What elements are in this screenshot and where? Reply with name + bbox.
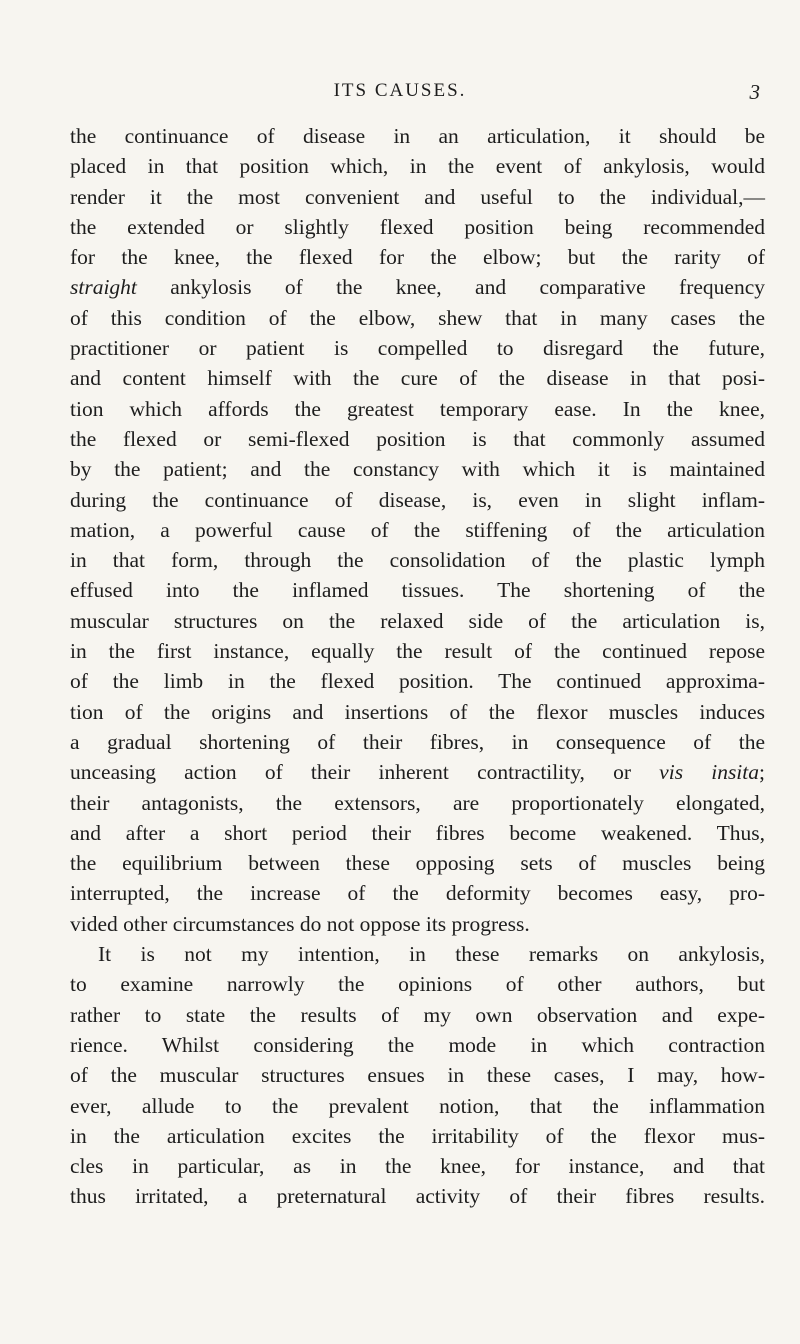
page-number: 3 xyxy=(749,80,760,104)
text-line: tion which affords the greatest temporary ease. In the knee, xyxy=(70,396,765,421)
running-title: ITS CAUSES. xyxy=(333,80,467,101)
text-line: effused into the inflamed tissues. The shortening of the xyxy=(70,578,765,603)
body-text xyxy=(70,121,765,1212)
text-line: thus irritated, a preternatural activity of their fibres results. xyxy=(70,1184,765,1209)
text-line: muscular structures on the relaxed side of the articulation is, xyxy=(70,608,765,633)
text-line: by the patient; and the constancy with which it is maintained xyxy=(70,457,765,482)
text-line: a gradual shortening of their fibres, in consequence of the xyxy=(70,729,765,754)
text-line: in the articulation excites the irritability of the flexor mus- xyxy=(70,1123,765,1148)
text-line: unceasing action of their inherent contractility, or vis insita; xyxy=(70,760,765,785)
text-line: of this condition of the elbow, shew that in many cases the xyxy=(70,305,765,330)
text-line: in that form, through the consolidation of the plastic lymph xyxy=(70,548,765,573)
text-line: tion of the origins and insertions of the flexor muscles induces xyxy=(70,699,765,724)
text-line: straight ankylosis of the knee, and comparative frequency xyxy=(70,275,765,300)
text-line: rather to state the results of my own observation and expe- xyxy=(70,1002,765,1027)
paragraph-end-line: vided other circumstances do not oppose its progress. xyxy=(70,911,530,936)
text-line: and after a short period their fibres become weakened. Thus, xyxy=(70,820,765,845)
text-line: during the continuance of disease, is, even in slight inflam- xyxy=(70,487,765,512)
text-line: in the first instance, equally the result of the continued repose xyxy=(70,639,765,664)
text-line: placed in that position which, in the event of ankylosis, would xyxy=(70,154,765,179)
text-line: mation, a powerful cause of the stiffening of the articulation xyxy=(70,517,765,542)
text-line: ever, allude to the prevalent notion, that the inflammation xyxy=(70,1093,765,1118)
text-line: interrupted, the increase of the deformity becomes easy, pro- xyxy=(70,881,765,906)
text-line: cles in particular, as in the knee, for instance, and that xyxy=(70,1154,765,1179)
text-line: to examine narrowly the opinions of other authors, but xyxy=(70,972,765,997)
text-line: the continuance of disease in an articulation, it should be xyxy=(70,124,765,148)
text-line: and content himself with the cure of the disease in that posi- xyxy=(70,366,765,391)
text-line: the flexed or semi-flexed position is that commonly assumed xyxy=(70,426,765,451)
text-line: of the muscular structures ensues in these cases, I may, how- xyxy=(70,1063,765,1088)
text-line: the extended or slightly flexed position being recommended xyxy=(70,214,765,239)
text-line: rience. Whilst considering the mode in which contraction xyxy=(70,1032,765,1057)
text-line: for the knee, the flexed for the elbow; but the rarity of xyxy=(70,245,765,270)
text-line: practitioner or patient is compelled to disregard the future, xyxy=(70,336,765,361)
text-line: of the limb in the flexed position. The continued approxima- xyxy=(70,669,765,694)
text-line: the equilibrium between these opposing sets of muscles being xyxy=(70,851,765,876)
text-line: their antagonists, the extensors, are proportionately elongated, xyxy=(70,790,765,815)
page-header xyxy=(0,80,800,106)
paragraph-start-line: It is not my intention, in these remarks on ankylosis, xyxy=(98,942,765,967)
text-line: render it the most convenient and useful to the individual,— xyxy=(70,184,765,209)
